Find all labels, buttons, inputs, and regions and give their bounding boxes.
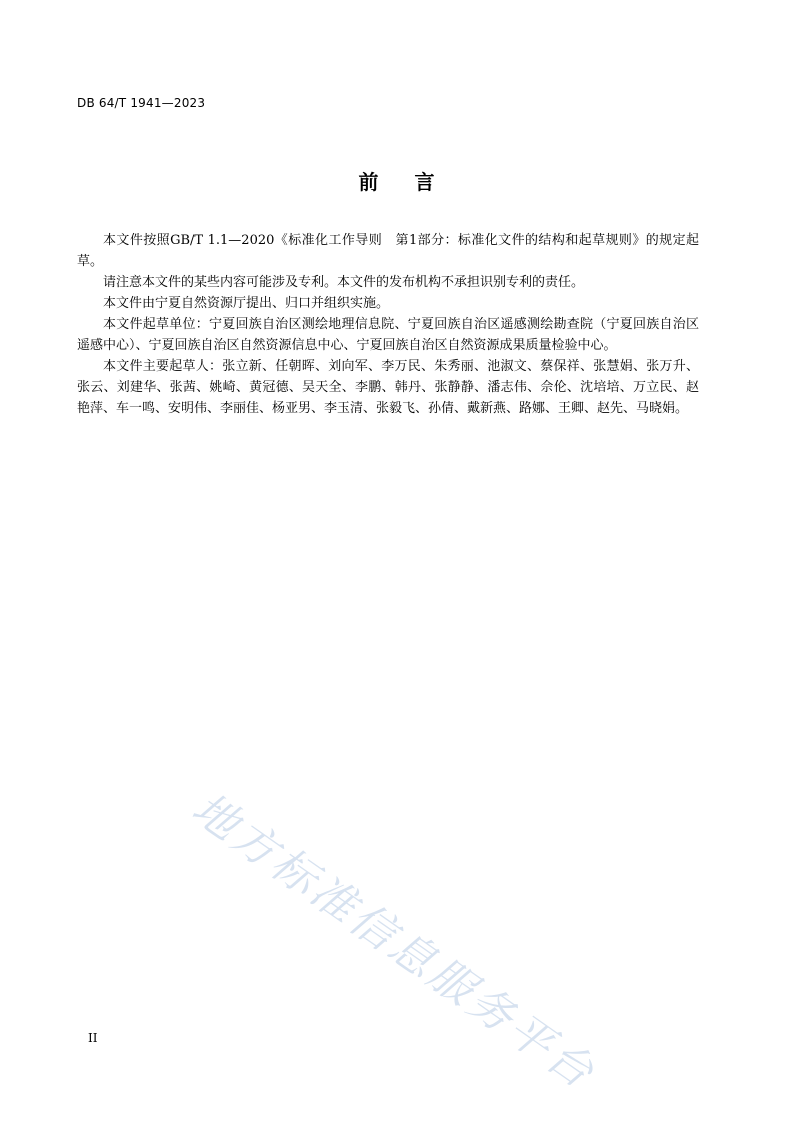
page-number: II bbox=[88, 1031, 98, 1045]
paragraph-proposer: 本文件由宁夏自然资源厅提出、归口并组织实施。 bbox=[103, 296, 390, 311]
title-part-2: 言 bbox=[414, 170, 435, 194]
paragraph-patent-notice: 请注意本文件的某些内容可能涉及专利。本文件的发布机构不承担识别专利的责任。 bbox=[103, 275, 585, 290]
paragraph-drafting-units: 本文件起草单位：宁夏回族自治区测绘地理信息院、宁夏回族自治区遥感测绘勘查院（宁夏回族自治区遥感中心）、宁夏回族自治区自然资源信息中心、宁夏回族自治区自然资源成果质量检验中心。 bbox=[77, 317, 699, 353]
page-title bbox=[0, 166, 793, 195]
paragraph-drafting-rules: 本文件按照GB/T 1.1—2020《标准化工作导则 第1部分：标准化文件的结构和起草规则》的规定起草。 bbox=[77, 233, 699, 269]
title-part-1: 前 bbox=[358, 170, 379, 194]
foreword-body bbox=[77, 230, 699, 419]
watermark: 地方标准信息服务平台 bbox=[182, 782, 606, 1100]
paragraph-drafters: 本文件主要起草人：张立新、任朝晖、刘向军、李万民、朱秀丽、池淑文、蔡保祥、张慧娟、张万升、张云、刘建华、张茜、姚崎、黄冠德、吴天全、李鹏、韩丹、张静静、潘志伟、佘伦、沈培培、万立民、赵艳萍、车一鸣、安明伟、李丽佳、杨亚男、李玉清、张毅飞、孙倩、戴新燕、路娜、王卿、赵先、马晓娟。 bbox=[77, 359, 699, 416]
standard-code: DB 64/T 1941—2023 bbox=[77, 96, 206, 110]
